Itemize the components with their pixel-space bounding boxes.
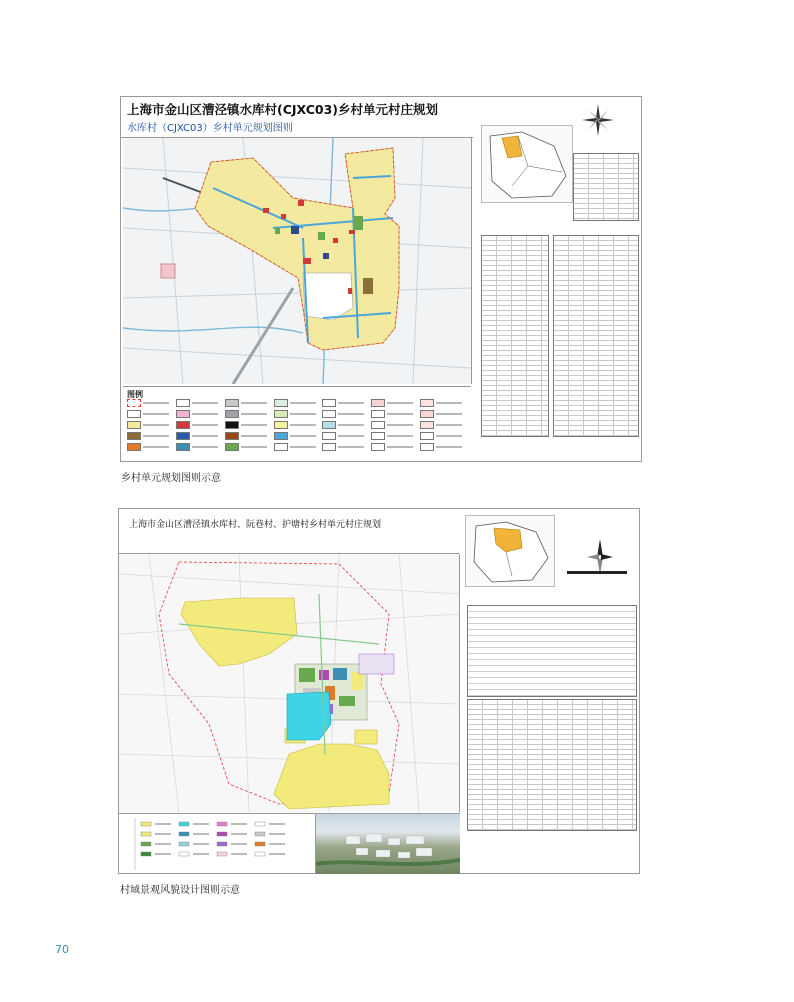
legend-item	[322, 399, 369, 407]
sheet1-subtitle: 水库村（CJXC03）乡村单元规划图则	[127, 123, 293, 134]
legend-item	[176, 399, 223, 407]
caption-sheet2: 村域景观风貌设计图则示意	[120, 885, 240, 896]
location-thumbnail-2	[465, 515, 555, 587]
legend-item	[176, 432, 223, 440]
legend-item	[176, 443, 223, 451]
legend-item	[225, 443, 272, 451]
legend-item	[420, 399, 467, 407]
legend-item	[371, 399, 418, 407]
legend-title: 图例	[127, 390, 143, 399]
landscape-design-map	[119, 554, 459, 812]
legend-item	[371, 421, 418, 429]
page-number: 70	[55, 943, 69, 956]
legend-item	[420, 432, 467, 440]
village-plan-map	[123, 138, 471, 384]
legend-item	[420, 410, 467, 418]
land-use-table	[481, 235, 549, 437]
legend-item	[420, 443, 467, 451]
legend-item	[322, 421, 369, 429]
legend-item	[225, 421, 272, 429]
legend-item	[127, 443, 174, 451]
scale-bar	[567, 571, 627, 574]
legend-grid	[127, 399, 467, 451]
indicator-table	[573, 153, 639, 221]
legend-item	[225, 399, 272, 407]
caption-sheet1: 乡村单元规划图则示意	[121, 473, 221, 484]
location-thumbnail	[481, 125, 573, 203]
legend-item	[420, 421, 467, 429]
legend-item	[127, 410, 174, 418]
legend-item	[225, 410, 272, 418]
legend-item	[176, 421, 223, 429]
legend-item	[274, 443, 321, 451]
legend-item	[322, 410, 369, 418]
legend-item	[274, 410, 321, 418]
legend-item	[274, 432, 321, 440]
aerial-rendering-image	[315, 813, 460, 874]
legend-item	[322, 443, 369, 451]
legend-item	[274, 421, 321, 429]
sheet1-map	[123, 138, 472, 384]
project-table	[553, 235, 639, 437]
planning-sheet-1	[120, 96, 642, 462]
legend-item	[274, 399, 321, 407]
sheet2-title: 上海市金山区漕泾镇水库村、阮巷村、护塘村乡村单元村庄规划	[129, 520, 382, 530]
design-element-table	[467, 699, 637, 831]
sheet1-header	[121, 97, 473, 138]
sheet2-header	[119, 509, 459, 554]
legend-item	[322, 432, 369, 440]
sheet2-side-panel	[459, 509, 639, 873]
sheet2-legend	[119, 813, 315, 874]
legend-item	[371, 410, 418, 418]
sheet2-map	[119, 554, 460, 812]
legend-item	[127, 432, 174, 440]
sheet1-legend	[123, 386, 471, 459]
legend-item	[176, 410, 223, 418]
compass-icon	[581, 103, 615, 137]
design-guideline-text	[467, 605, 637, 697]
legend-item	[225, 432, 272, 440]
legend-item	[371, 432, 418, 440]
legend-item	[371, 443, 418, 451]
legend-item	[127, 399, 174, 407]
sheet1-side-panel	[473, 97, 641, 461]
planning-sheet-2	[118, 508, 640, 874]
legend-item	[127, 421, 174, 429]
sheet1-title: 上海市金山区漕泾镇水库村(CJXC03)乡村单元村庄规划	[127, 102, 439, 117]
